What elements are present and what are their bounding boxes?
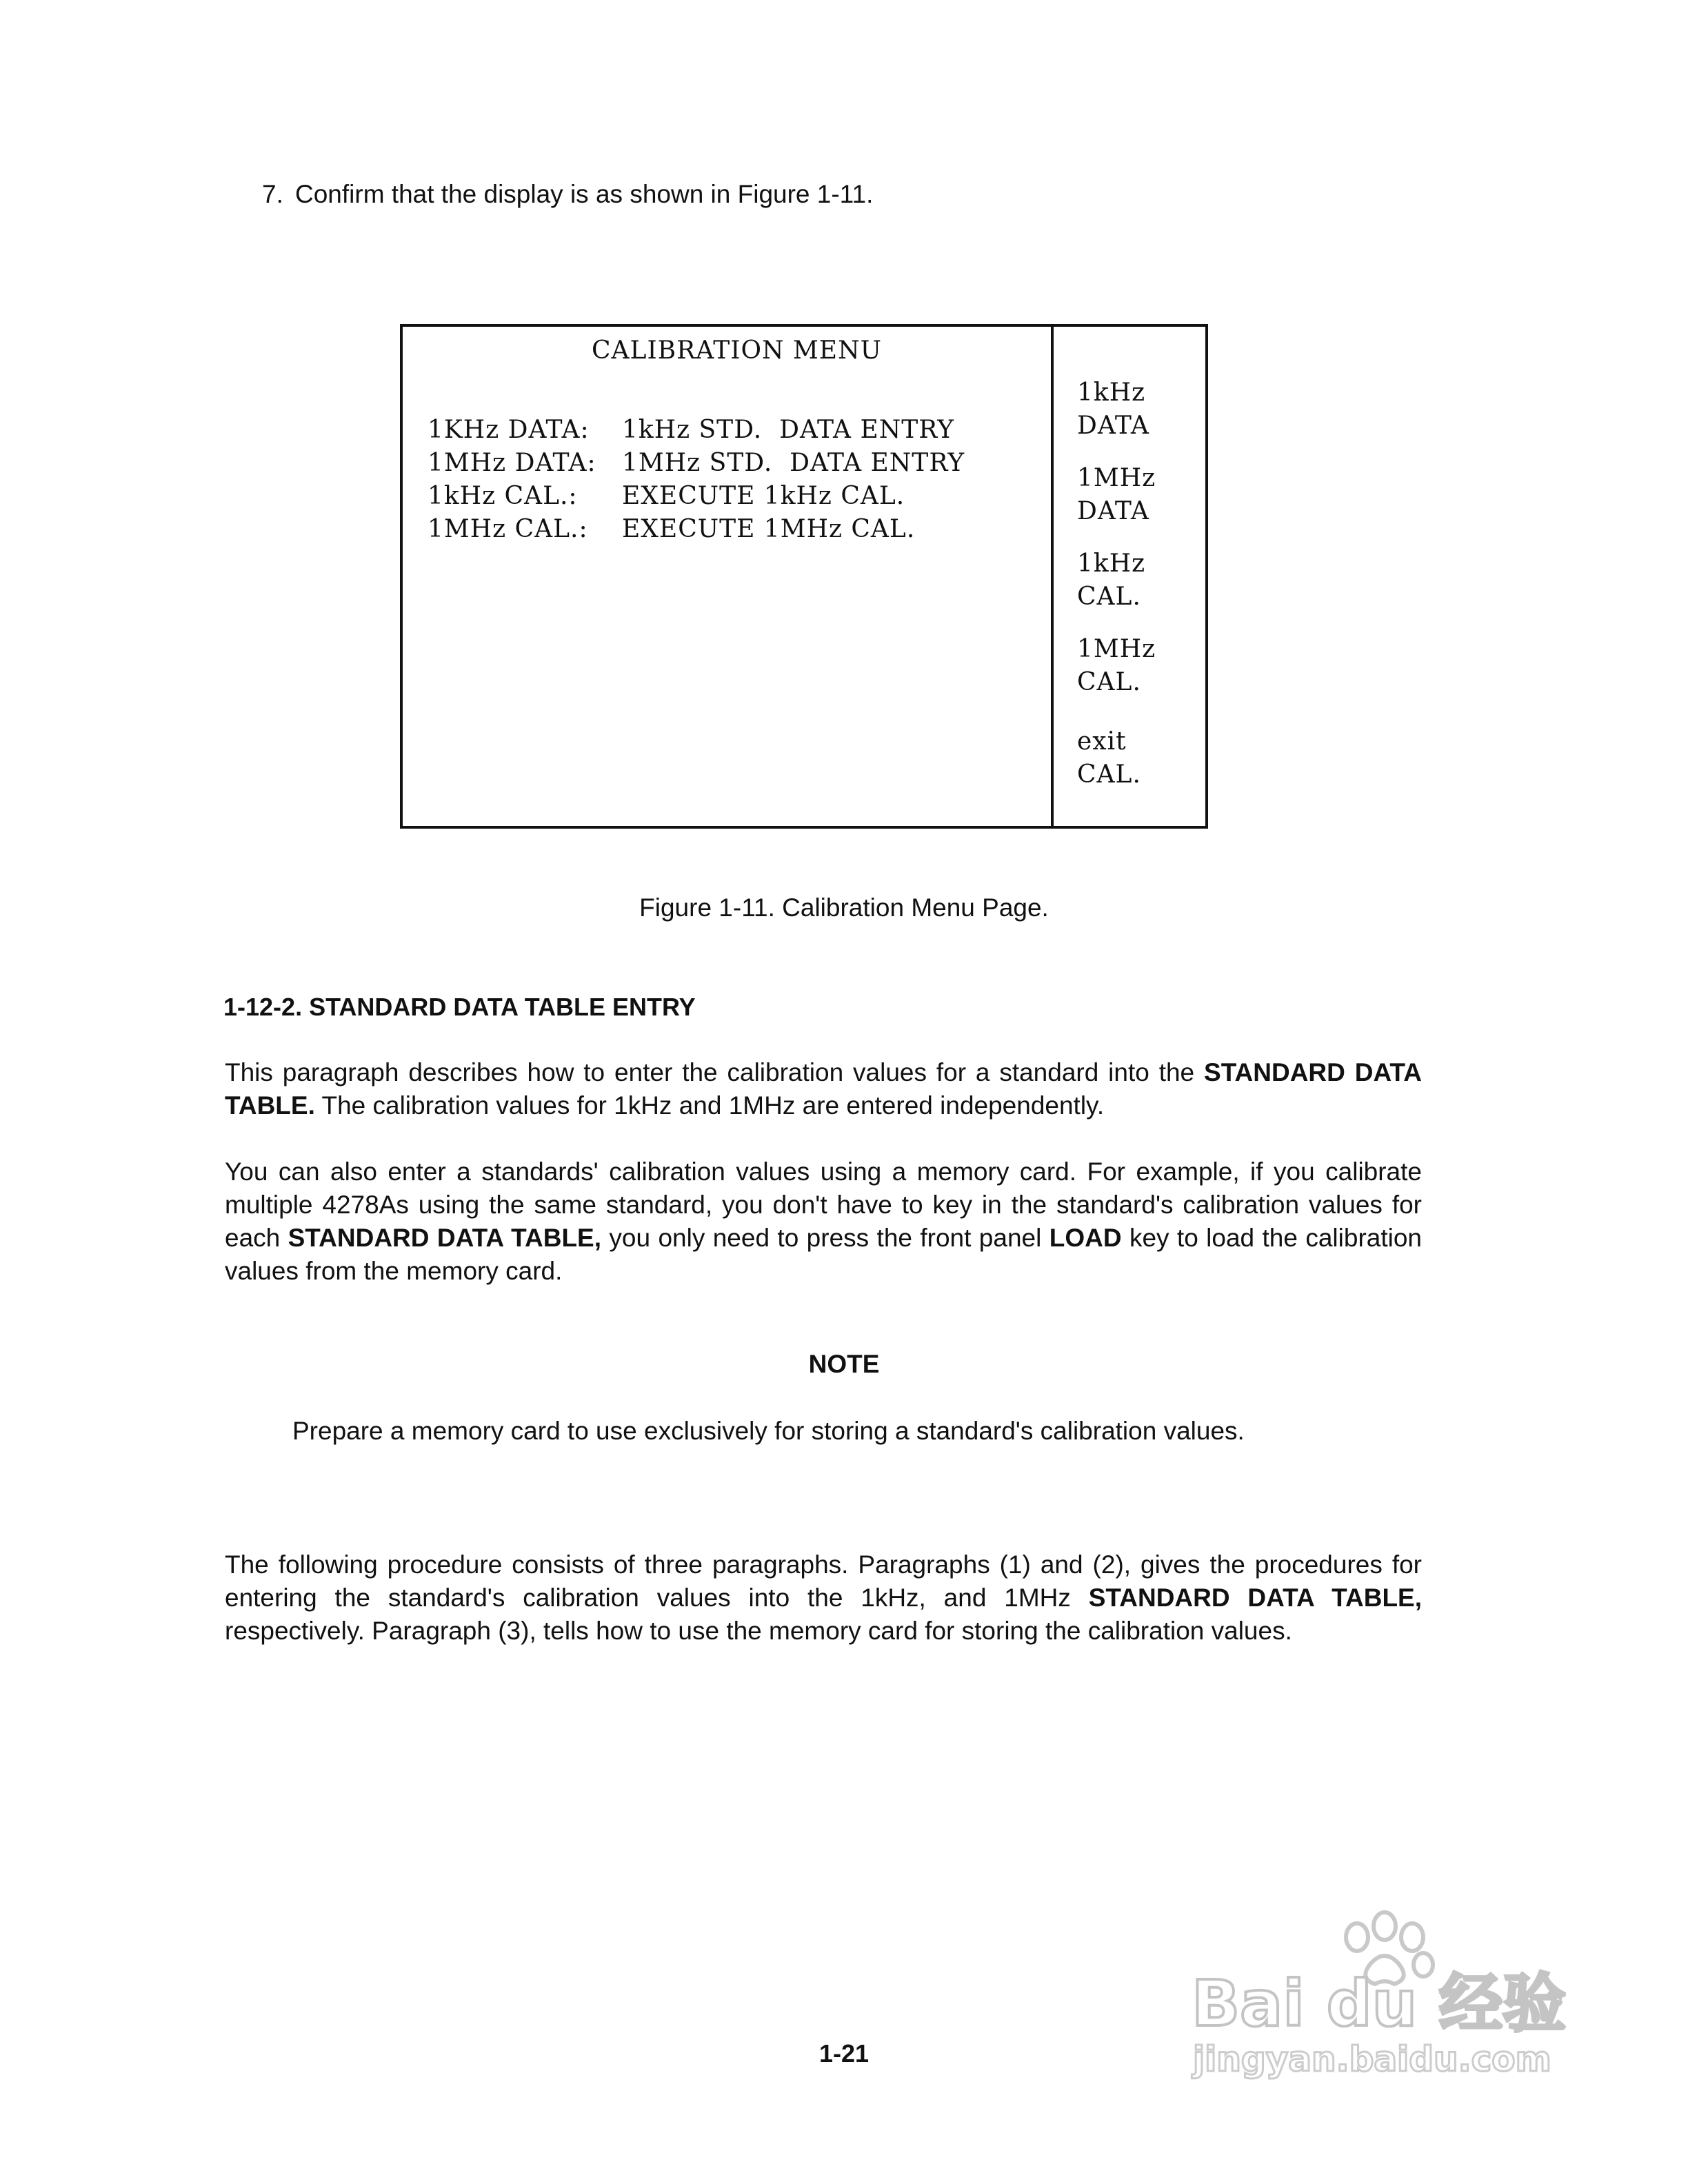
emphasis: STANDARD DATA TABLE.: [225, 1058, 1423, 1120]
softkey-line-1: 1kHz: [1077, 378, 1146, 407]
note-body: Prepare a memory card to use exclusively for storing a standard's calibration values.: [292, 1417, 1245, 1445]
menu-row-label: 1MHz CAL.:: [428, 515, 588, 543]
softkey-line-2: DATA: [1077, 497, 1149, 525]
menu-row-label: 1kHz CAL.:: [428, 482, 578, 510]
softkey-1mhz-data[interactable]: [1077, 462, 1156, 528]
softkey-1khz-cal[interactable]: [1077, 547, 1145, 614]
text-run: This paragraph describes how to enter the calibration values for a standard into the: [225, 1058, 1205, 1086]
calibration-menu-figure: [400, 324, 1208, 829]
menu-row-1khz-cal: [428, 480, 965, 513]
figure-caption: Figure 1-11. Calibration Menu Page.: [639, 893, 1049, 922]
softkey-line-2: CAL.: [1077, 760, 1141, 789]
text-run: respectively. Paragraph (3), tells how to use the memory card for storing the calibration values.: [225, 1617, 1292, 1645]
menu-rows: [428, 414, 965, 546]
screen-main-area: [403, 327, 1054, 826]
softkey-line-2: DATA: [1077, 412, 1149, 440]
menu-row-value: EXECUTE 1kHz CAL.: [622, 482, 905, 510]
emphasis: STANDARD DATA TABLE,: [288, 1224, 602, 1252]
softkey-line-1: 1kHz: [1077, 549, 1146, 578]
emphasis: STANDARD DATA TABLE,: [1088, 1584, 1423, 1612]
step-text: Confirm that the display is as shown in Figure 1-11.: [295, 180, 874, 208]
menu-row-1mhz-data: [428, 447, 965, 480]
menu-row-label: 1KHz DATA:: [428, 416, 590, 444]
emphasis: LOAD: [1049, 1224, 1122, 1252]
baidu-watermark: [1190, 1908, 1576, 2081]
text-run: key to load the calibration values from the memory card.: [225, 1224, 1422, 1285]
paragraph-intro: [225, 1056, 1422, 1122]
softkey-1mhz-cal[interactable]: [1077, 633, 1156, 699]
softkey-line-1: 1MHz: [1077, 464, 1156, 492]
text-run: You can also enter a standards' calibration values using a memory card. For example, if you calibrate multiple 4278As using the same standard, you don't have to key in the standard's calibration values for each: [225, 1157, 1422, 1252]
note-title: NOTE: [808, 1350, 880, 1378]
softkey-line-1: exit: [1077, 727, 1127, 756]
softkey-1khz-data[interactable]: [1077, 376, 1149, 443]
menu-row-1khz-data: [428, 414, 965, 447]
menu-title: CALIBRATION MENU: [592, 336, 882, 365]
watermark-url: jingyan.baidu.com: [1193, 2039, 1551, 2079]
softkey-line-1: 1MHz: [1077, 635, 1156, 663]
menu-row-label: 1MHz DATA:: [428, 449, 596, 477]
step-7: [262, 178, 873, 211]
menu-row-value: 1kHz STD. DATA ENTRY: [622, 416, 955, 444]
menu-row-value: 1MHz STD. DATA ENTRY: [622, 449, 965, 477]
baidu-paw-icon: [1190, 1908, 1576, 2081]
text-run: The following procedure consists of three paragraphs. Paragraphs (1) and (2), gives the procedures for entering the standard's calibration values into the 1kHz, and 1MHz: [225, 1550, 1422, 1612]
menu-row-1mhz-cal: [428, 513, 965, 546]
text-run: The calibration values for 1kHz and 1MHz are entered independently.: [314, 1091, 1105, 1120]
page-number: 1-21: [818, 2039, 870, 2067]
softkey-line-2: CAL.: [1077, 668, 1141, 696]
step-number: 7.: [262, 180, 283, 208]
softkey-column: [1054, 327, 1205, 826]
text-run: you only need to press the front panel: [601, 1224, 1049, 1252]
softkey-exit-cal[interactable]: [1077, 725, 1141, 791]
section-heading: 1-12-2. STANDARD DATA TABLE ENTRY: [223, 993, 696, 1021]
paragraph-procedure: [225, 1548, 1422, 1648]
menu-row-value: EXECUTE 1MHz CAL.: [622, 515, 916, 543]
softkey-line-2: CAL.: [1077, 583, 1141, 611]
watermark-brand: Bai du 经验: [1192, 1967, 1567, 2041]
paragraph-memory-card: [225, 1155, 1422, 1288]
